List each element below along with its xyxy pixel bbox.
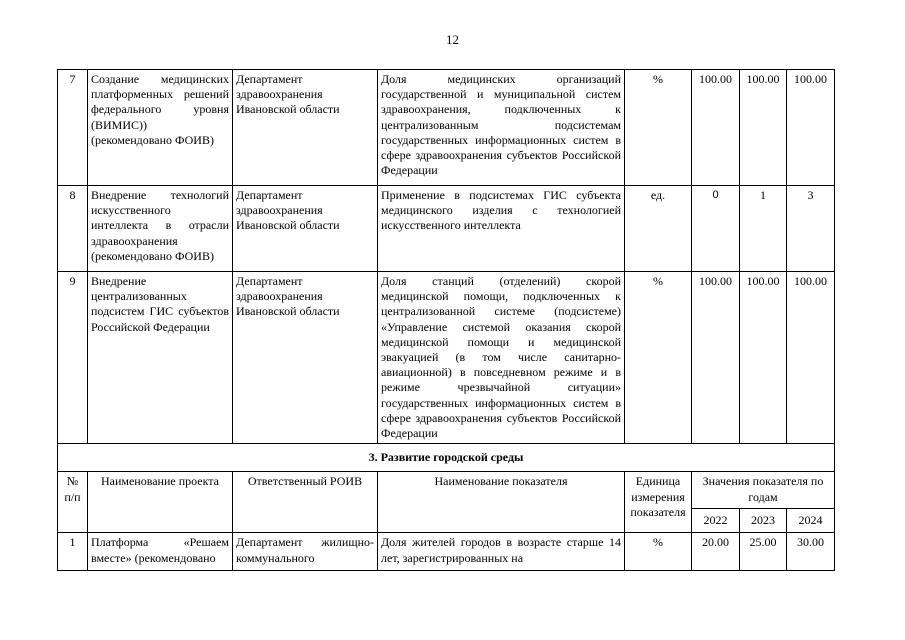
header-year-2024: 2024 [787,509,835,533]
project-name: Платформа «Решаем вместе» (рекомендовано [88,533,233,571]
value-2022: 100.00 [692,272,740,444]
header-year-2022: 2022 [692,509,740,533]
responsible-roiv: Департамент здравоохранения Ивановской области [233,70,378,186]
indicator-name: Доля жителей городов в возрасте старше 14 лет, зарегистрированных на [378,533,625,571]
responsible-roiv: Департамент жилищно-коммунального [233,533,378,571]
row-number: 1 [58,533,88,571]
table-row [58,533,835,571]
page-number: 12 [446,32,459,47]
header-project: Наименование проекта [88,472,233,533]
table-header-row [58,472,835,509]
project-name: Создание медицинских платформенных решений федерального уровня (ВИМИС)) (рекомендовано ФОИВ) [88,70,233,186]
value-2024: 30.00 [787,533,835,571]
table-row [58,186,835,272]
section-title: 3. Развитие городской среды [58,444,835,472]
unit: ед. [625,186,692,272]
header-num: № п/п [58,472,88,533]
header-values: Значения показателя по годам [692,472,835,509]
unit: % [625,272,692,444]
header-roiv: Ответственный РОИВ [233,472,378,533]
value-2024: 3 [787,186,835,272]
header-year-2023: 2023 [740,509,787,533]
header-indicator: Наименование показателя [378,472,625,533]
responsible-roiv: Департамент здравоохранения Ивановской области [233,272,378,444]
unit: % [625,533,692,571]
value-2022: 0 [692,186,740,272]
indicator-name: Доля медицинских организаций государственной и муниципальной систем здравоохранения, подключенных к централизованным подсистемам государственных информационных систем в сфере здравоохранения субъектов Российской Федерации [378,70,625,186]
project-name: Внедрение централизованных подсистем ГИС субъектов Российской Федерации [88,272,233,444]
row-number: 7 [58,70,88,186]
value-2023: 100.00 [740,272,787,444]
value-2023: 100.00 [740,70,787,186]
header-unit: Единица измерения показателя [625,472,692,533]
table-row [58,70,835,186]
value-2022: 20.00 [692,533,740,571]
table-row [58,272,835,444]
row-number: 8 [58,186,88,272]
indicator-name: Доля станций (отделений) скорой медицинской помощи, подключенных к централизованной системе (подсистеме) «Управление системой оказания скорой медицинской помощи и медицинской эвакуацией (в том числе санитарно-авиационной) в повседневном режиме и в режиме чрезвычайной ситуации» государственных информационных систем в сфере здравоохранения субъектов Российской Федерации [378,272,625,444]
unit: % [625,70,692,186]
value-2024: 100.00 [787,272,835,444]
responsible-roiv: Департамент здравоохранения Ивановской области [233,186,378,272]
value-2023: 25.00 [740,533,787,571]
row-number: 9 [58,272,88,444]
project-name: Внедрение технологий искусственного интеллекта в отрасли здравоохранения (рекомендовано ФОИВ) [88,186,233,272]
value-2022: 100.00 [692,70,740,186]
section-row [58,444,835,472]
value-2024: 100.00 [787,70,835,186]
indicators-table [57,69,835,571]
indicator-name: Применение в подсистемах ГИС субъекта медицинского изделия с технологией искусственного интеллекта [378,186,625,272]
value-2023: 1 [740,186,787,272]
